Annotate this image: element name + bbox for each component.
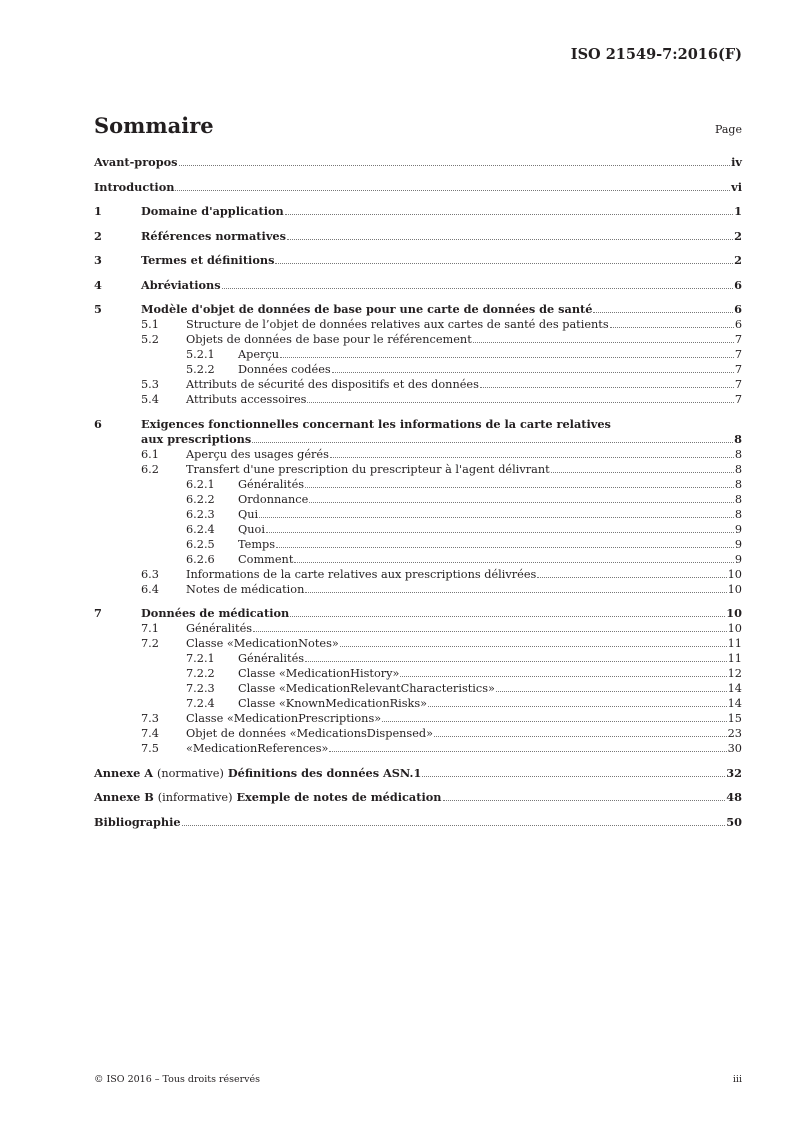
dot-leader [287, 238, 733, 240]
toc-entry-2[interactable]: 2 Références normatives 2 [94, 228, 742, 243]
dot-leader [276, 546, 734, 548]
toc-entry-5-3[interactable]: 5.3 Attributs de sécurité des dispositifs et des données 7 [141, 378, 742, 391]
dot-leader [473, 341, 734, 343]
toc-entry-7-2-2[interactable]: 7.2.2 Classe «MedicationHistory» 12 [186, 667, 742, 680]
toc-entry-6-2-3[interactable]: 6.2.3 Qui 8 [186, 507, 742, 521]
dot-leader [259, 516, 734, 518]
dot-leader [382, 720, 726, 722]
toc-entry-3[interactable]: 3 Termes et définitions 2 [94, 253, 742, 267]
toc-entry-5[interactable]: 5 Modèle d'objet de données de base pour une carte de données de santé 6 [94, 302, 742, 316]
toc-entry-7-2[interactable]: 7.2 Classe «MedicationNotes» 11 [141, 637, 742, 650]
page-number: iii [732, 1074, 742, 1085]
dot-leader [480, 386, 734, 388]
toc-entry-annexe-a[interactable]: Annexe A (normative) Définitions des données ASN.1 32 [94, 765, 742, 780]
dot-leader [593, 311, 733, 313]
toc-entry-annexe-b[interactable]: Annexe B (informative) Exemple de notes de médication 48 [94, 790, 742, 804]
toc-entry-5-2-2[interactable]: 5.2.2 Données codées 7 [186, 363, 742, 376]
toc-entry-5-2-1[interactable]: 5.2.1 Aperçu 7 [186, 348, 742, 361]
dot-leader [179, 164, 731, 166]
dot-leader [175, 189, 730, 191]
dot-leader [329, 750, 726, 752]
toc-entry-7-1[interactable]: 7.1 Généralités 10 [141, 622, 742, 635]
toc-entry-6-2-2[interactable]: 6.2.2 Ordonnance 8 [186, 492, 742, 506]
dot-leader [222, 287, 734, 289]
toc-entry-introduction[interactable]: Introduction vi [94, 179, 742, 194]
toc-entry-avant-propos[interactable]: Avant-propos iv [94, 155, 742, 169]
toc-entry-6-2[interactable]: 6.2 Transfert d'une prescription du prescripteur à l'agent délivrant 8 [141, 462, 742, 476]
dot-leader [266, 531, 734, 533]
page-title: Sommaire [94, 113, 214, 138]
dot-leader [551, 471, 734, 473]
dot-leader [294, 561, 733, 563]
dot-leader [332, 371, 734, 373]
toc-entry-5-2[interactable]: 5.2 Objets de données de base pour le référencement 7 [141, 333, 742, 346]
toc-entry-6-4[interactable]: 6.4 Notes de médication 10 [141, 582, 742, 596]
toc-entry-7-2-4[interactable]: 7.2.4 Classe «KnownMedicationRisks» 14 [186, 697, 742, 710]
dot-leader [290, 615, 725, 617]
dot-leader [253, 630, 727, 632]
dot-leader [285, 213, 733, 215]
dot-leader [340, 645, 727, 647]
toc-header [94, 113, 742, 138]
toc-entry-7-5[interactable]: 7.5 «MedicationReferences» 30 [141, 742, 742, 755]
toc-entry-bibliographie[interactable]: Bibliographie 50 [94, 814, 742, 829]
toc-entry-7-3[interactable]: 7.3 Classe «MedicationPrescriptions» 15 [141, 712, 742, 725]
dot-leader [280, 356, 734, 358]
dot-leader [330, 456, 734, 458]
dot-leader [252, 441, 733, 443]
table-of-contents [94, 155, 742, 830]
toc-entry-6-1[interactable]: 6.1 Aperçu des usages gérés 8 [141, 447, 742, 461]
dot-leader [305, 591, 726, 593]
page-footer [94, 1074, 742, 1085]
toc-entry-7-4[interactable]: 7.4 Objet de données «MedicationsDispensed» 23 [141, 727, 742, 740]
dot-leader [305, 660, 727, 662]
dot-leader [309, 501, 734, 503]
toc-entry-6-line2: aux prescriptions 8 [141, 431, 742, 446]
toc-entry-6-2-4[interactable]: 6.2.4 Quoi 9 [186, 522, 742, 536]
dot-leader [434, 735, 727, 737]
dot-leader [443, 799, 726, 801]
dot-leader [422, 775, 725, 777]
copyright-notice: © ISO 2016 – Tous droits réservés [94, 1074, 261, 1085]
toc-entry-4[interactable]: 4 Abréviations 6 [94, 277, 742, 292]
toc-entry-6-2-5[interactable]: 6.2.5 Temps 9 [186, 537, 742, 551]
dot-leader [610, 326, 734, 328]
toc-entry-6-line1: 6 Exigences fonctionnelles concernant les informations de la carte relatives [94, 416, 611, 431]
toc-entry-6[interactable] [94, 417, 742, 447]
toc-entry-7-2-3[interactable]: 7.2.3 Classe «MedicationRelevantCharacteristics» 14 [186, 682, 742, 695]
dot-leader [307, 401, 733, 403]
toc-entry-7[interactable]: 7 Données de médication 10 [94, 606, 742, 620]
page-column-label: Page [714, 123, 742, 136]
toc-entry-5-4[interactable]: 5.4 Attributs accessoires 7 [141, 393, 742, 406]
toc-entry-1[interactable]: 1 Domaine d'application 1 [94, 204, 742, 218]
toc-entry-6-2-6[interactable]: 6.2.6 Comment 9 [186, 552, 742, 566]
document-id: ISO 21549-7:2016(F) [570, 46, 742, 63]
dot-leader [400, 675, 726, 677]
toc-entry-7-2-1[interactable]: 7.2.1 Généralités 11 [186, 652, 742, 665]
dot-leader [275, 262, 733, 264]
dot-leader [305, 486, 734, 488]
dot-leader [428, 705, 727, 707]
dot-leader [182, 824, 726, 826]
toc-entry-6-3[interactable]: 6.3 Informations de la carte relatives aux prescriptions délivrées 10 [141, 567, 742, 581]
dot-leader [537, 576, 726, 578]
dot-leader [496, 690, 727, 692]
toc-entry-5-1[interactable]: 5.1 Structure de l’objet de données relatives aux cartes de santé des patients 6 [141, 318, 742, 331]
toc-entry-6-2-1[interactable]: 6.2.1 Généralités 8 [186, 477, 742, 491]
